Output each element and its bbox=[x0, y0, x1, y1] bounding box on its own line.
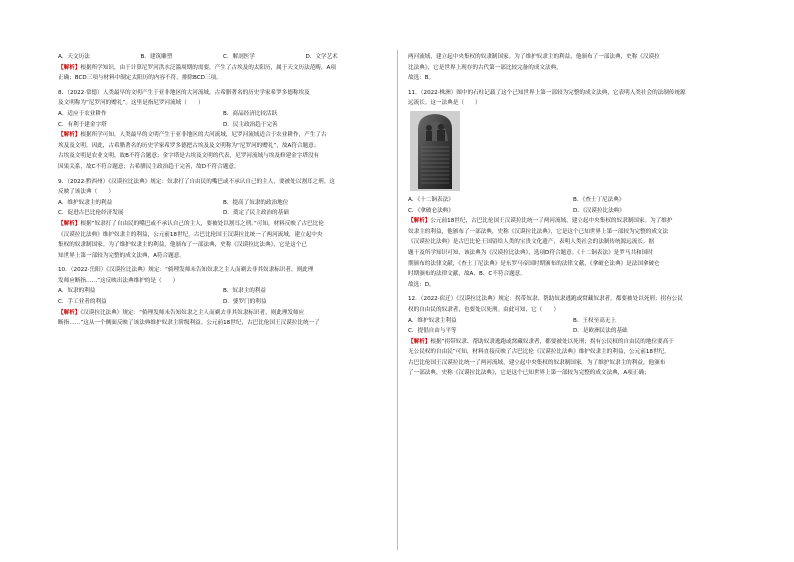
analysis-text: 因果关系，故C不符合题意；古希腊民主政治趋于完善，故D不符合题意。 bbox=[58, 163, 240, 170]
option-a: A．维护奴隶主的利益 bbox=[58, 199, 113, 206]
question-11-options bbox=[408, 195, 738, 206]
question-10-analysis bbox=[58, 308, 388, 319]
analysis-text: 集权的奴隶制国家。为了维护奴隶主的利益，他颁布了一部法典，史称《汉谟拉比法典》，它是这个已 bbox=[58, 242, 307, 249]
question-9-stem: 9．（2022·黔西州）《汉谟拉比法典》规定：奴隶打了自由民的嘴巴或不承认自己的主人，要被处以割耳之刑。这 bbox=[58, 178, 335, 185]
top-analysis-line bbox=[58, 63, 388, 74]
question-8-analysis bbox=[58, 130, 388, 141]
left-column bbox=[58, 52, 388, 329]
analysis-tag: 【解析】 bbox=[58, 309, 81, 316]
analysis-text: 埃及及文明。因此，古希腊著名的历史学家希罗多德把古埃及及文明称为“尼罗河的赠礼”，故A符合题意； bbox=[58, 142, 320, 149]
question-12-options bbox=[408, 326, 738, 337]
column-divider bbox=[397, 50, 398, 550]
option-a: A．《十二铜表法》 bbox=[408, 196, 454, 203]
option-c: C．《拿破仑法典》 bbox=[408, 207, 454, 214]
question-11-options bbox=[408, 206, 738, 217]
top-question-options bbox=[58, 52, 388, 63]
question-9-options bbox=[58, 198, 388, 209]
analysis-text: 断指……”这从一个侧面反映了该法典维护奴隶主阶级利益。公元前18世纪，古巴比伦国王汉谟拉比统一了 bbox=[58, 320, 320, 327]
analysis-text: 古巴比伦国王汉谟拉比统一了两河流域，建立起中央集权的奴隶制国家。为了维护奴隶主的利益，他颁布 bbox=[408, 359, 666, 366]
question-12-stem: 权的自由民的奴隶者，也要处以死刑。由此可知，它（ ） bbox=[408, 306, 560, 313]
question-10-options bbox=[58, 297, 388, 308]
option-b: B．商品经济比较活跃 bbox=[223, 110, 278, 117]
hammurabi-stele-image bbox=[410, 111, 460, 191]
option-b: B．建筑雕塑 bbox=[140, 54, 173, 60]
analysis-text: 公元前18世纪，古巴比伦国王汉谟拉比统一了两河流域，建立起中央集权的奴隶制国家。为了维护 bbox=[430, 218, 673, 225]
option-b: B．王权至高无上 bbox=[573, 317, 616, 324]
option-c: C．提倡自由与平等 bbox=[408, 328, 457, 335]
analysis-text: 期颁布的法律文献，《查士丁尼法典》是东罗马帝国时期颁布的法律文献，《拿破仑法典》是法国拿破仑 bbox=[408, 260, 660, 267]
question-10-stem: 10．（2022·岳阳）《汉谟拉比法典》规定：“倘理发师未告知奴隶之主人而剃去非其奴隶标识者，则此理 bbox=[58, 267, 314, 274]
continued-text: 两河流域，建立起中央集权的奴隶制国家。为了维护奴隶主的利益，他颁布了一部法典，史称《汉谟拉 bbox=[408, 54, 660, 60]
question-8-options bbox=[58, 109, 388, 120]
option-a: A．奴隶的利益 bbox=[58, 288, 96, 295]
option-d: D．民主政治趋于完善 bbox=[223, 121, 278, 128]
analysis-tag: 【解析】 bbox=[58, 64, 81, 71]
right-column bbox=[408, 52, 738, 379]
analysis-text: 正确；BCD三项与材料中制定太阳历的内容不符，排除BCD三项。 bbox=[58, 75, 222, 82]
question-8-options bbox=[58, 120, 388, 131]
question-8-stem: 及文明称为“尼罗河的赠礼”。这里是指尼罗河流域（ ） bbox=[58, 100, 204, 107]
analysis-text: 了一部法典，史称《汉谟拉比法典》，它是这个已知世界上第一部较为完整的成文法典，A项正确； bbox=[408, 370, 650, 377]
question-9-options bbox=[58, 208, 388, 219]
option-a: A．适应于农业耕作 bbox=[58, 110, 107, 117]
analysis-tag: 【解析】 bbox=[58, 220, 81, 227]
analysis-text: 知世界上第一部较为完整的成文法典，A符合题意。 bbox=[58, 252, 185, 259]
analysis-text: 根据所学知识，由于计算尼罗河洪水泛滥周期的需要，产生了古埃及的太阳历，属于天文历法范畴，A项 bbox=[80, 64, 336, 71]
analysis-text: 《汉谟拉比法典》规定：“倘理发师未告知奴隶之主人而剃去非其奴隶标识者，则此理发师应 bbox=[80, 309, 305, 316]
option-b: B．奴隶主的利益 bbox=[223, 288, 266, 295]
analysis-text: 根据“奴隶打了自由民的嘴巴或不承认自己的主人，要被处以割耳之刑。”可知，材料反映了古巴比伦 bbox=[80, 220, 324, 227]
question-12-options bbox=[408, 316, 738, 327]
analysis-text: 奴隶主的利益，他颁布了一部法典，史称《汉谟拉比法典》，它是这个已知世界上第一部较为完整的成文法 bbox=[408, 228, 669, 235]
stele-icon bbox=[410, 111, 460, 191]
option-d: D．《汉谟拉比法典》 bbox=[573, 207, 625, 214]
question-9-stem: 反映了该法典（ ） bbox=[58, 189, 114, 196]
option-c: C．促进古巴比伦经济发展 bbox=[58, 210, 124, 217]
option-d: D．奠定了民主政治的基础 bbox=[223, 210, 289, 217]
analysis-text: 题干及所学知识可知，该法典为《汉谟拉比法典》，选项D符合题意。《十二铜表法》是罗马共和国时 bbox=[408, 249, 653, 256]
question-10-options bbox=[58, 286, 388, 297]
analysis-text: 古埃及文明是农业文明，故B不符合题意；金字塔是古埃及文明的代表，尼罗河流域与埃及修建金字塔没有 bbox=[58, 153, 320, 160]
analysis-text: 根据所学可知，人类最早的文明产生于亚非地区的大河流域，尼罗河流域适合于农业耕作，产生了古 bbox=[80, 132, 327, 139]
option-b: B．《查士丁尼法典》 bbox=[573, 196, 625, 203]
option-c: C．有利于建金字塔 bbox=[58, 121, 107, 128]
analysis-text: 《汉谟拉比法典》是古巴比伦王国留给人类的宝贵文化遗产，表明人类社会的法制传统源远流长。据 bbox=[408, 239, 655, 246]
option-a: A．维护奴隶主利益 bbox=[408, 317, 457, 324]
continued-text: 比法典》，它是世界上现存的古代第一部比较完备的成文法典。 bbox=[408, 64, 562, 71]
analysis-text: 时期颁布的法律文献，故A、B、C不符合题意。 bbox=[408, 271, 526, 278]
answer-text: 故选：B。 bbox=[408, 75, 435, 82]
question-12-analysis bbox=[408, 337, 738, 348]
analysis-text: 无公民权的自由民”可知，材料直接反映了古巴比伦《汉谟拉比法典》维护奴隶主的利益，公元前18世纪， bbox=[408, 349, 670, 356]
option-d: D．是欧洲民法的基础 bbox=[573, 328, 628, 335]
option-d: D．婆罗门的利益 bbox=[223, 299, 267, 306]
option-b: B．提高了奴隶的政治地位 bbox=[223, 199, 289, 206]
option-a: A．天文历法 bbox=[58, 54, 90, 60]
question-9-analysis bbox=[58, 219, 388, 230]
option-c: C．手工业者的利益 bbox=[58, 299, 107, 306]
question-11-stem: 11．（2022·株洲）图中的石柱记载了这个已知世界上第一部较为完整的成文法典，它表明人类社会的法制传统源 bbox=[408, 89, 686, 96]
analysis-text: 《汉谟拉比法典》维护奴隶主的利益，公元前18世纪，古巴比伦国王汉谟拉比统一了两河流域，建立起中央 bbox=[58, 231, 323, 238]
question-10-stem: 发师应断指……”这反映出法典维护的是（ ） bbox=[58, 277, 179, 284]
analysis-tag: 【解析】 bbox=[408, 338, 431, 345]
analysis-text: 根据“拐带奴隶、帮助奴隶逃跑或窝藏奴隶者，都要被处以死刑；拐有公民权的自由民的地位要高于 bbox=[430, 338, 674, 345]
answer-text: 故选：D。 bbox=[408, 281, 435, 288]
question-11-analysis bbox=[408, 216, 738, 227]
analysis-tag: 【解析】 bbox=[408, 218, 431, 225]
option-c: C．解剖医学 bbox=[223, 54, 255, 60]
question-12-stem: 12．（2022·宿迁）《汉谟拉比法典》规定：拐带奴隶、帮助奴隶逃跑或窝藏奴隶者，都要被处以死刑；拐有公民 bbox=[408, 296, 683, 303]
question-8-stem: 8．（2022·常德）人类最早的文明产生于亚非地区的大河流域，古希腊著名的历史学家希罗多德称埃及 bbox=[58, 89, 310, 96]
analysis-tag: 【解析】 bbox=[58, 132, 81, 139]
question-11-stem: 远流长。这一法典是（ ） bbox=[408, 100, 481, 107]
option-d: D．文学艺术 bbox=[305, 54, 338, 60]
